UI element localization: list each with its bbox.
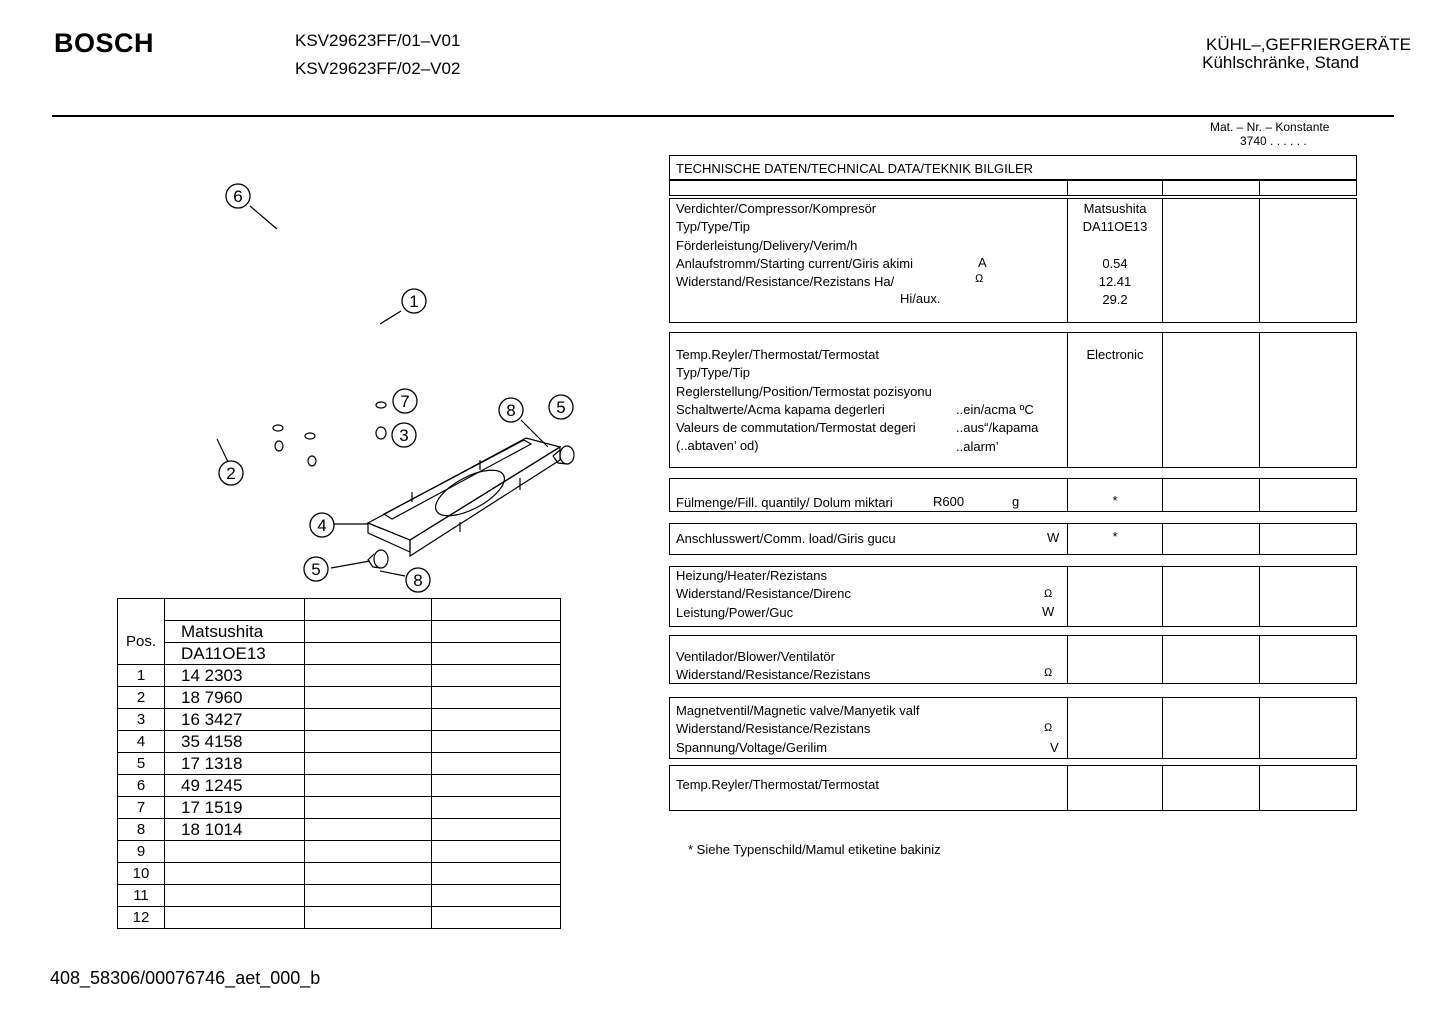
svg-text:5: 5 (311, 560, 321, 579)
svg-text:8: 8 (506, 401, 516, 420)
svg-text:1: 1 (409, 292, 419, 311)
svg-text:5: 5 (556, 398, 566, 417)
fill-quantity-section: Fülmenge/Fill. quantily/ Dolum miktari R600 g * (669, 478, 1357, 512)
parts-table (117, 598, 561, 929)
callout-8-bottom (406, 568, 430, 592)
table-row: 5 17 1318 (118, 753, 561, 775)
callout-6 (226, 184, 250, 208)
tech-title: TECHNISCHE DATEN/TECHNICAL DATA/TEKNIK BILGILER (676, 161, 1034, 176)
table-row: 1 14 2303 (118, 665, 561, 687)
table-row: 7 17 1519 (118, 797, 561, 819)
thermostat-section: Temp.Reyler/Thermostat/Termostat Typ/Type/Tip Reglerstellung/Position/Termostat pozisyonu Schaltwerte/Acma kapama degerleri Valeurs de commutation/Termostat degeri (..abtaven’ od) ..ein/acma ºC ..aus“/kapama ..alarm’ Electronic (669, 332, 1357, 468)
callout-7 (393, 389, 417, 413)
svg-text:4: 4 (317, 516, 327, 535)
table-row: 3 16 3427 (118, 709, 561, 731)
callout-4 (310, 513, 334, 537)
table-row: 11 (118, 885, 561, 907)
parts-header-manufacturer: Matsushita (165, 621, 305, 643)
blower-section: Ventilador/Blower/Ventilatör Widerstand/Resistance/Rezistans Ω (669, 635, 1357, 684)
svg-text:3: 3 (399, 426, 409, 445)
category-line-2: Kühlschränke, Stand (1202, 53, 1359, 72)
mat-value: 3740 . . . . . . (1240, 134, 1307, 148)
heater-section: Heizung/Heater/Rezistans Widerstand/Resistance/Direnc Leistung/Power/Guc Ω W (669, 566, 1357, 627)
document-id: 408_58306/00076746_aet_000_b (50, 968, 321, 988)
table-row: 9 (118, 841, 561, 863)
svg-text:2: 2 (226, 464, 236, 483)
table-row: 2 18 7960 (118, 687, 561, 709)
callout-2 (219, 461, 243, 485)
mat-label: Mat. – Nr. – Konstante (1210, 120, 1330, 134)
pos-header: Pos. (118, 599, 165, 665)
table-row: 8 18 1014 (118, 819, 561, 841)
callout-3 (392, 423, 416, 447)
callout-5-top (549, 395, 573, 419)
compressor-section: Verdichter/Compressor/Kompresör Typ/Type/Tip Förderleistung/Delivery/Verim/h Anlaufstromm/Starting current/Giris akimi Widerstand/Resistance/Rezistans Ha/ Hi/aux. A Ω Matsushita DA11OE13 0.54 12.41 29.2 (669, 198, 1357, 323)
exploded-parts-diagram (0, 0, 700, 600)
category-line-1: KÜHL–,GEFRIERGERÄTE (1206, 35, 1411, 54)
model-number-2: KSV29623FF/02–V02 (295, 59, 461, 78)
brand-logo: BOSCH (54, 28, 155, 58)
table-row: 10 (118, 863, 561, 885)
tech-header-row (669, 180, 1357, 196)
callout-1 (402, 289, 426, 313)
parts-header-type: DA11OE13 (165, 643, 305, 665)
magnetic-valve-section: Magnetventil/Magnetic valve/Manyetik valf Widerstand/Resistance/Rezistans Spannung/Voltage/Gerilim Ω V (669, 697, 1357, 759)
svg-text:8: 8 (413, 571, 423, 590)
footnote: * Siehe Typenschild/Mamul etiketine bakiniz (688, 842, 941, 857)
comm-load-section: Anschlusswert/Comm. load/Giris gucu W * (669, 523, 1357, 555)
callout-5-bottom (304, 557, 328, 581)
thermostat2-section: Temp.Reyler/Thermostat/Termostat (669, 765, 1357, 811)
table-row: 4 35 4158 (118, 731, 561, 753)
model-number-1: KSV29623FF/01–V01 (295, 31, 461, 50)
svg-text:7: 7 (400, 392, 410, 411)
tech-title-box (669, 155, 1357, 180)
table-row: 12 (118, 907, 561, 929)
callout-8-top (499, 398, 523, 422)
table-row: 6 49 1245 (118, 775, 561, 797)
svg-text:6: 6 (233, 187, 243, 206)
